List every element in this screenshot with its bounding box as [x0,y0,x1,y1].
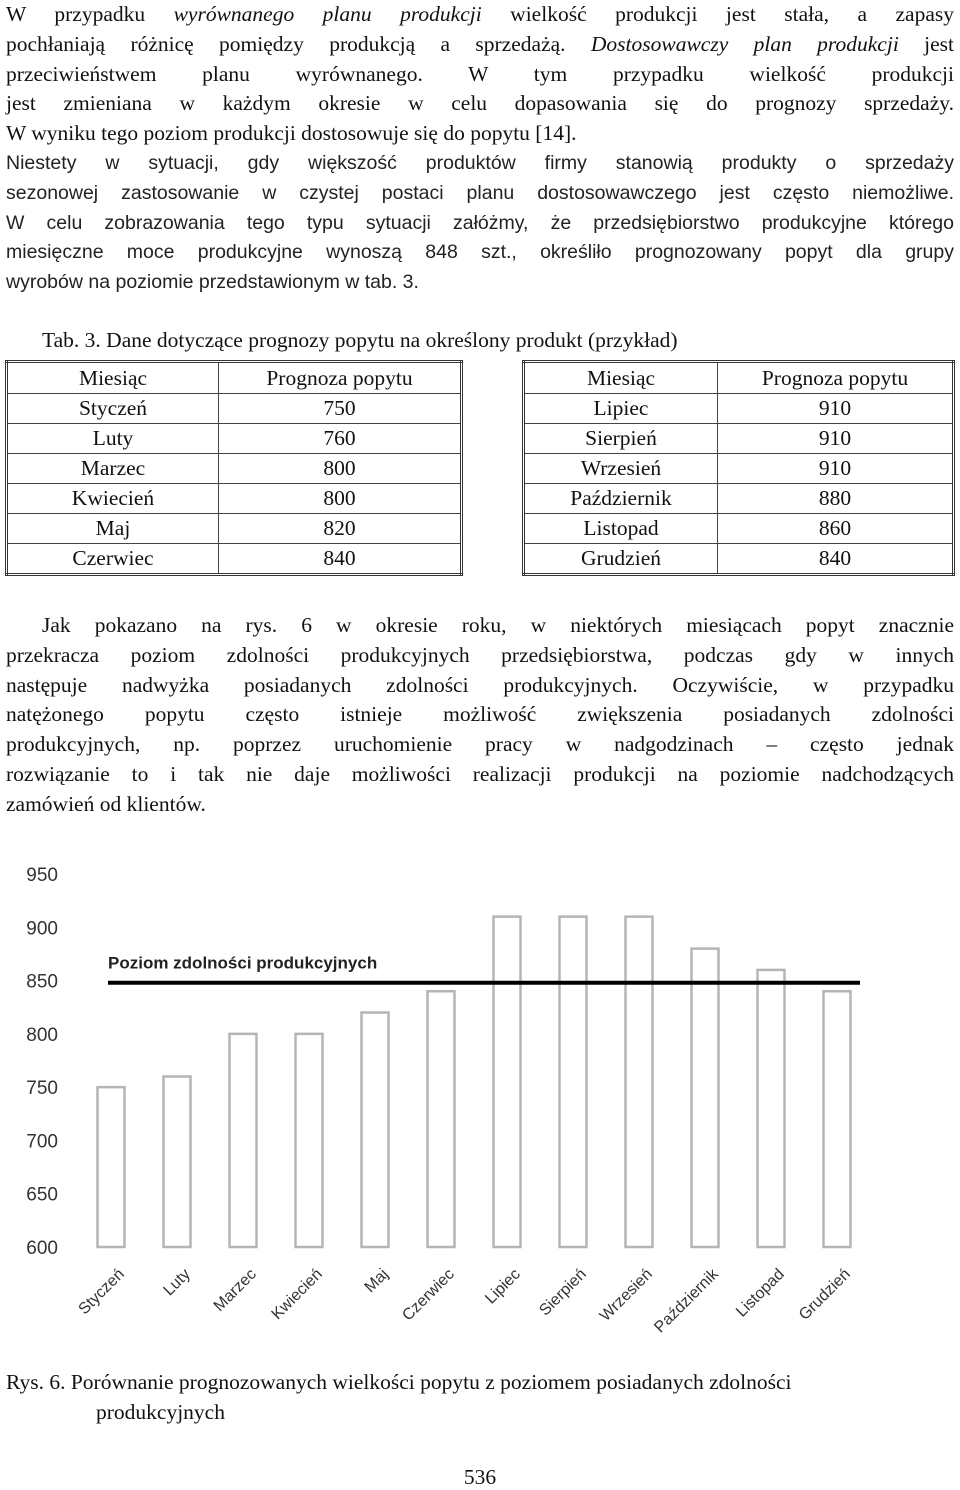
analysis-line: przekracza poziom zdolności produkcyjnych przedsiębiorstwa, podczas gdy w innych [6,642,954,667]
y-tick-label: 950 [26,865,58,886]
table-row: Listopad 860 [524,514,954,544]
intro-line: wyrobów na poziomie przedstawionym w tab. 3. [6,271,419,294]
bar-wrzesień [626,917,653,1247]
x-tick-label: Luty [160,1265,194,1300]
bar-marzec [230,1034,257,1247]
x-tick-label: Wrzesień [596,1265,656,1325]
x-tick-label: Kwiecień [268,1265,326,1324]
table-header-month: Miesiąc [7,362,219,394]
table-row: Kwiecień 800 [7,484,462,514]
term-chase-plan: Dostosowawczy plan produkcji [590,31,899,56]
intro-line: pochłaniają różnicę pomiędzy produkcją a sprzedażą. Dostosowawczy plan produkcji jest [6,31,955,56]
bar-styczeń [98,1087,125,1247]
intro-line: W wyniku tego poziom produkcji dostosowuje się do popytu [14]. [6,121,577,146]
bar-czerwiec [428,991,455,1247]
bar-październik [692,949,719,1247]
table-row: Styczeń 750 [7,394,462,424]
intro-line: miesięczne moce produkcyjne wynoszą 848 szt., określiło prognozowany popyt dla grupy [6,241,954,264]
table-row: Grudzień 840 [524,544,954,575]
intro-paragraph [6,0,954,298]
table-row: Wrzesień 910 [524,454,954,484]
x-tick-label: Listopad [733,1265,788,1321]
page-number: 536 [463,1465,497,1489]
x-tick-label: Lipiec [482,1265,524,1308]
x-tick-label: Marzec [210,1265,260,1315]
bar-maj [362,1013,389,1247]
table-row: Marzec 800 [7,454,462,484]
bar-sierpień [560,917,587,1247]
table-header-forecast: Prognoza popytu [219,362,462,394]
y-tick-label: 600 [26,1238,58,1259]
analysis-line: natężonego popytu często istnieje możliwość zwiększenia posiadanych zdolności [6,702,954,727]
table-row: Lipiec 910 [524,394,954,424]
bar-lipiec [494,917,521,1247]
x-tick-label: Styczeń [75,1265,128,1319]
x-tick-label: Październik [651,1265,722,1337]
analysis-line: Jak pokazano na rys. 6 w okresie roku, w niektórych miesiącach popyt znacznie [42,613,954,637]
y-tick-label: 900 [26,918,58,940]
intro-line: W przypadku wyrównanego planu produkcji wielkość produkcji jest stała, a zapasy [6,2,954,26]
analysis-paragraph [6,611,954,820]
x-tick-label: Grudzień [795,1265,854,1324]
y-tick-label: 800 [26,1024,58,1046]
table-row: Maj 820 [7,514,462,544]
forecast-table-right [522,360,955,576]
analysis-line: rozwiązanie to i tak nie daje możliwości realizacji produkcji na poziomie nadchodzących [6,761,954,786]
bar-luty [164,1076,191,1247]
table-row: Październik 880 [524,484,954,514]
table-caption: Tab. 3. Dane dotyczące prognozy popytu na określony produkt (przykład) [42,328,678,352]
bar-listopad [758,970,785,1247]
intro-line: przeciwieństwem planu wyrównanego. W tym przypadku wielkość produkcji [6,61,954,86]
bar-kwiecień [296,1034,323,1247]
intro-line: W celu zobrazowania tego typu sytuacji załóżmy, że przedsiębiorstwo produkcyjne którego [6,211,954,234]
figure-caption [6,1368,954,1427]
x-tick-label: Czerwiec [399,1265,458,1325]
forecast-table-left [5,360,463,576]
figure-caption-line: produkcyjnych [96,1399,225,1424]
term-leveled-plan: wyrównanego planu produkcji [173,2,482,26]
intro-line: jest zmieniana w każdym okresie w celu dopasowania się do prognozy sprzedaży. [6,91,954,116]
y-tick-label: 650 [26,1184,58,1206]
analysis-line: produkcyjnych, np. poprzez uruchomienie pracy w nadgodzinach – często jednak [6,732,954,757]
table-header-month: Miesiąc [524,362,718,394]
y-tick-label: 750 [26,1078,58,1100]
capacity-label: Poziom zdolności produkcyjnych [108,953,378,973]
table-row: Luty 760 [7,424,462,454]
analysis-line: zamówień od klientów. [6,791,206,816]
x-tick-label: Sierpień [536,1265,590,1320]
figure-caption-line: Rys. 6. Porównanie prognozowanych wielkości popytu z poziomem posiadanych zdolności [6,1370,792,1394]
table-row: Czerwiec 840 [7,544,462,575]
y-tick-label: 850 [26,971,58,993]
intro-line: sezonowej zastosowanie w czystej postaci planu dostosowawczego jest często niemożliwe. [6,181,954,204]
analysis-line: następuje nadwyżka posiadanych zdolności produkcyjnych. Oczywiście, w przypadku [6,672,954,697]
table-header-forecast: Prognoza popytu [718,362,954,394]
bar-grudzień [824,991,851,1247]
y-tick-label: 700 [26,1131,58,1153]
intro-line: Niestety w sytuacji, gdy większość produktów firmy stanowią produkty o sprzedaży [6,151,954,174]
demand-vs-capacity-chart [0,852,960,1352]
x-tick-label: Maj [361,1265,392,1297]
table-row: Sierpień 910 [524,424,954,454]
